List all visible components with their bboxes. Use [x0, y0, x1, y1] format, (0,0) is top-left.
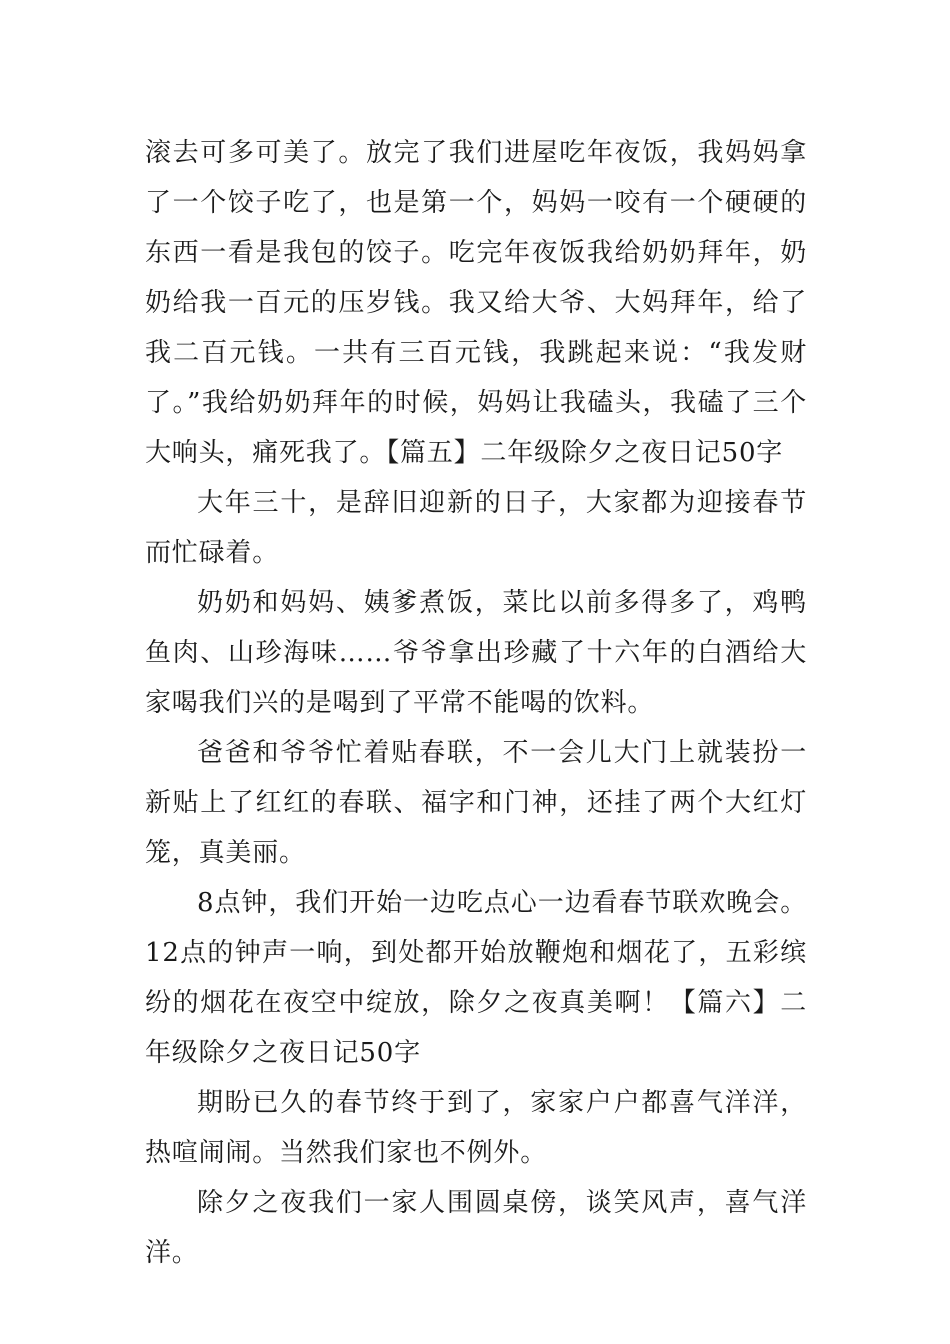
paragraph: 除夕之夜我们一家人围圆桌傍，谈笑风声，喜气洋洋。: [145, 1188, 807, 1268]
paragraph: 8点钟，我们开始一边吃点心一边看春节联欢晚会。12点的钟声一响，到处都开始放鞭炮和烟花了，五彩缤纷的烟花在夜空中绽放，除夕之夜真美啊！【篇六】二年级除夕之夜日记50字: [145, 888, 807, 1068]
paragraph-continued: 滚去可多可美了。放完了我们进屋吃年夜饭，我妈妈拿了一个饺子吃了，也是第一个，妈妈一咬有一个硬硬的东西一看是我包的饺子。吃完年夜饭我给奶奶拜年，奶奶给我一百元的压岁钱。我又给大爷、大妈拜年，给了我二百元钱。一共有三百元钱，我跳起来说：“我发财了。”我给奶奶拜年的时候，妈妈让我磕头，我磕了三个大响头，痛死我了。【篇五】二年级除夕之夜日记50字: [145, 138, 807, 468]
paragraph: 期盼已久的春节终于到了，家家户户都喜气洋洋，热喧闹闹。当然我们家也不例外。: [145, 1088, 807, 1168]
document-body: [145, 128, 807, 1278]
paragraph: 大年三十，是辞旧迎新的日子，大家都为迎接春节而忙碌着。: [145, 488, 807, 568]
paragraph: 爸爸和爷爷忙着贴春联，不一会儿大门上就装扮一新贴上了红红的春联、福字和门神，还挂了两个大红灯笼，真美丽。: [145, 738, 807, 868]
paragraph: 奶奶和妈妈、姨爹煮饭，菜比以前多得多了，鸡鸭鱼肉、山珍海味……爷爷拿出珍藏了十六年的白酒给大家喝我们兴的是喝到了平常不能喝的饮料。: [145, 588, 807, 718]
